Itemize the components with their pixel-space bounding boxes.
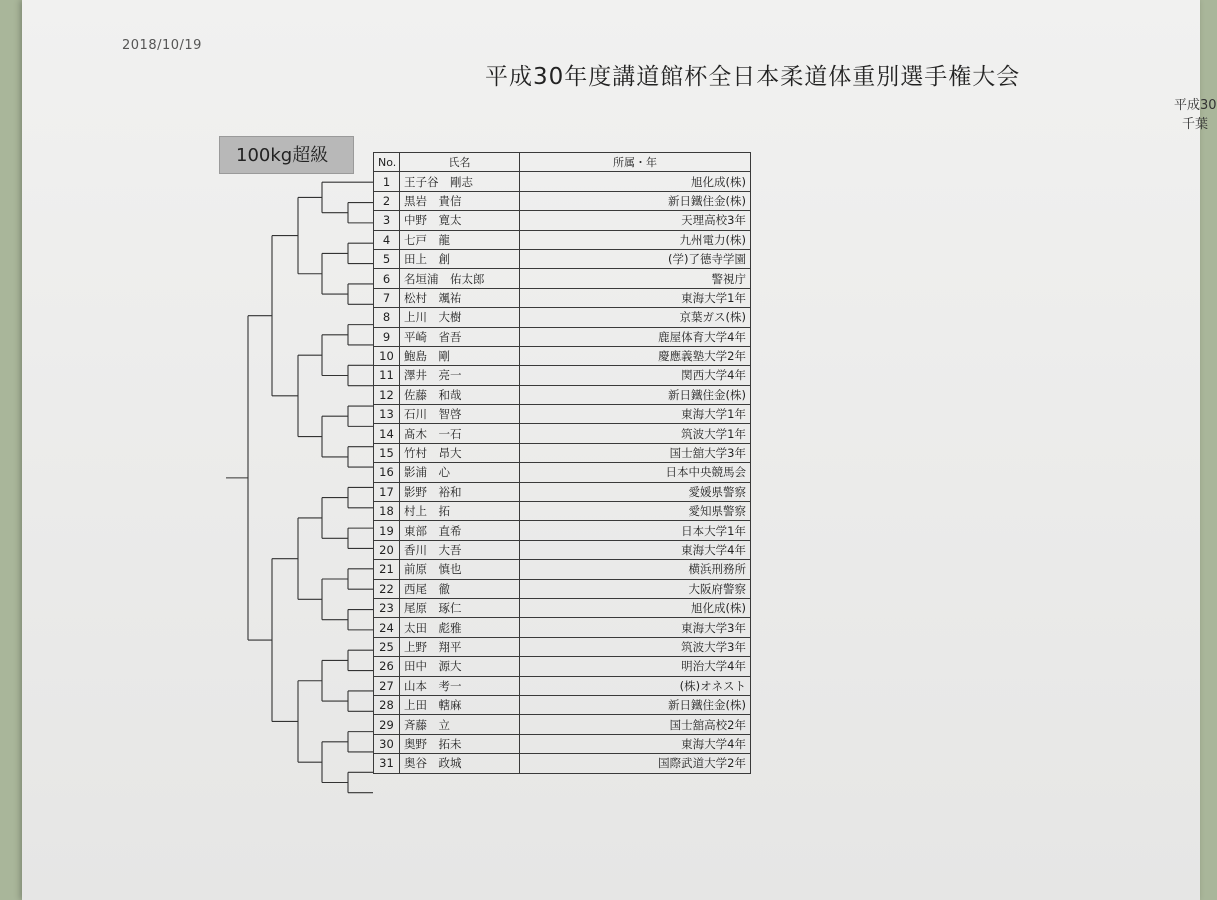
entry-table	[373, 152, 751, 774]
entry-name: 奥谷 政城	[400, 754, 520, 773]
table-row	[374, 579, 751, 598]
entry-no: 19	[374, 521, 400, 540]
entry-affiliation: 東海大学4年	[520, 734, 751, 753]
entry-affiliation: 京葉ガス(株)	[520, 308, 751, 327]
entry-affiliation: 警視庁	[520, 269, 751, 288]
entry-affiliation: 鹿屋体育大学4年	[520, 327, 751, 346]
entry-no: 5	[374, 249, 400, 268]
entry-name: 尾原 琢仁	[400, 598, 520, 617]
table-row	[374, 734, 751, 753]
entry-name: 西尾 徹	[400, 579, 520, 598]
entry-affiliation: 明治大学4年	[520, 657, 751, 676]
entry-affiliation: 旭化成(株)	[520, 598, 751, 617]
entry-name: 斉藤 立	[400, 715, 520, 734]
entry-affiliation: 東海大学1年	[520, 405, 751, 424]
entry-name: 七戸 龍	[400, 230, 520, 249]
entry-affiliation: 筑波大学1年	[520, 424, 751, 443]
weight-class-label: 100kg超級	[219, 136, 354, 174]
entry-name: 平崎 省吾	[400, 327, 520, 346]
entry-affiliation: 東海大学3年	[520, 618, 751, 637]
entry-affiliation: 旭化成(株)	[520, 172, 751, 191]
entry-affiliation: (株)オネスト	[520, 676, 751, 695]
header-affiliation: 所属・年	[520, 153, 751, 172]
entry-name: 影野 裕和	[400, 482, 520, 501]
entry-affiliation: 天理高校3年	[520, 211, 751, 230]
entry-affiliation: 国士舘高校2年	[520, 715, 751, 734]
entry-no: 2	[374, 191, 400, 210]
entry-no: 10	[374, 346, 400, 365]
entry-affiliation: 大阪府警察	[520, 579, 751, 598]
entry-affiliation: 東海大学1年	[520, 288, 751, 307]
entry-no: 30	[374, 734, 400, 753]
table-row	[374, 715, 751, 734]
entry-name: 黒岩 貴信	[400, 191, 520, 210]
entry-no: 11	[374, 366, 400, 385]
entry-name: 上田 轄麻	[400, 695, 520, 714]
entry-name: 佐藤 和哉	[400, 385, 520, 404]
table-row	[374, 230, 751, 249]
entry-no: 3	[374, 211, 400, 230]
entry-name: 王子谷 剛志	[400, 172, 520, 191]
side-text-top: 平成30	[1174, 98, 1217, 113]
table-row	[374, 540, 751, 559]
entry-no: 29	[374, 715, 400, 734]
entry-no: 12	[374, 385, 400, 404]
header-no: No.	[374, 153, 400, 172]
table-row	[374, 521, 751, 540]
entry-name: 名垣浦 佑太郎	[400, 269, 520, 288]
entry-affiliation: 東海大学4年	[520, 540, 751, 559]
table-row	[374, 327, 751, 346]
entry-name: 東部 直希	[400, 521, 520, 540]
entry-name: 松村 颯祐	[400, 288, 520, 307]
table-row	[374, 346, 751, 365]
entry-name: 村上 拓	[400, 502, 520, 521]
entry-no: 23	[374, 598, 400, 617]
entry-no: 21	[374, 560, 400, 579]
entry-no: 14	[374, 424, 400, 443]
table-row	[374, 308, 751, 327]
table-row	[374, 211, 751, 230]
entry-name: 奥野 拓未	[400, 734, 520, 753]
entry-no: 25	[374, 637, 400, 656]
table-row	[374, 249, 751, 268]
entry-no: 15	[374, 443, 400, 462]
table-row	[374, 754, 751, 773]
table-row	[374, 443, 751, 462]
entry-affiliation: 日本大学1年	[520, 521, 751, 540]
table-row	[374, 482, 751, 501]
table-row	[374, 424, 751, 443]
print-date: 2018/10/19	[122, 38, 202, 53]
entry-no: 20	[374, 540, 400, 559]
header-name: 氏名	[400, 153, 520, 172]
table-row	[374, 637, 751, 656]
table-row	[374, 560, 751, 579]
entry-affiliation: 愛媛県警察	[520, 482, 751, 501]
entry-no: 22	[374, 579, 400, 598]
table-row	[374, 463, 751, 482]
table-row	[374, 657, 751, 676]
table-row	[374, 676, 751, 695]
entry-no: 13	[374, 405, 400, 424]
table-row	[374, 172, 751, 191]
table-row	[374, 385, 751, 404]
entry-no: 17	[374, 482, 400, 501]
entry-name: 香川 大吾	[400, 540, 520, 559]
entry-no: 31	[374, 754, 400, 773]
entry-no: 8	[374, 308, 400, 327]
entry-no: 28	[374, 695, 400, 714]
table-row	[374, 269, 751, 288]
entry-no: 24	[374, 618, 400, 637]
entry-affiliation: 国際武道大学2年	[520, 754, 751, 773]
entry-name: 影浦 心	[400, 463, 520, 482]
entry-name: 上野 翔平	[400, 637, 520, 656]
entry-name: 中野 寛太	[400, 211, 520, 230]
entry-name: 石川 智啓	[400, 405, 520, 424]
entry-name: 竹村 昂大	[400, 443, 520, 462]
entry-affiliation: 筑波大学3年	[520, 637, 751, 656]
entry-affiliation: 新日鐵住金(株)	[520, 385, 751, 404]
entry-name: 田中 源大	[400, 657, 520, 676]
entry-affiliation: 慶應義塾大学2年	[520, 346, 751, 365]
entry-affiliation: 愛知県警察	[520, 502, 751, 521]
entry-name: 鮑島 剛	[400, 346, 520, 365]
table-row	[374, 618, 751, 637]
table-row	[374, 366, 751, 385]
table-row	[374, 191, 751, 210]
table-row	[374, 502, 751, 521]
entry-affiliation: 横浜刑務所	[520, 560, 751, 579]
entry-affiliation: 日本中央競馬会	[520, 463, 751, 482]
entry-affiliation: 新日鐵住金(株)	[520, 695, 751, 714]
entry-affiliation: 関西大学4年	[520, 366, 751, 385]
entry-name: 上川 大樹	[400, 308, 520, 327]
entry-no: 26	[374, 657, 400, 676]
entry-no: 7	[374, 288, 400, 307]
entry-no: 18	[374, 502, 400, 521]
entry-no: 9	[374, 327, 400, 346]
entry-name: 澤井 亮一	[400, 366, 520, 385]
entry-table-header	[374, 153, 751, 172]
table-row	[374, 695, 751, 714]
entry-name: 山本 考一	[400, 676, 520, 695]
entry-name: 前原 慎也	[400, 560, 520, 579]
entry-affiliation: 九州電力(株)	[520, 230, 751, 249]
entry-no: 16	[374, 463, 400, 482]
entry-name: 太田 彪雅	[400, 618, 520, 637]
entry-no: 6	[374, 269, 400, 288]
table-row	[374, 288, 751, 307]
side-text-bottom: 千葉	[1182, 117, 1209, 132]
entry-affiliation: 国士舘大学3年	[520, 443, 751, 462]
entry-no: 4	[374, 230, 400, 249]
entry-affiliation: 新日鐵住金(株)	[520, 191, 751, 210]
entry-no: 1	[374, 172, 400, 191]
entry-affiliation: (学)了德寺学園	[520, 249, 751, 268]
entry-no: 27	[374, 676, 400, 695]
table-row	[374, 598, 751, 617]
entry-name: 田上 創	[400, 249, 520, 268]
table-row	[374, 405, 751, 424]
page-title: 平成30年度講道館杯全日本柔道体重別選手権大会	[485, 64, 1021, 90]
entry-name: 髙木 一石	[400, 424, 520, 443]
